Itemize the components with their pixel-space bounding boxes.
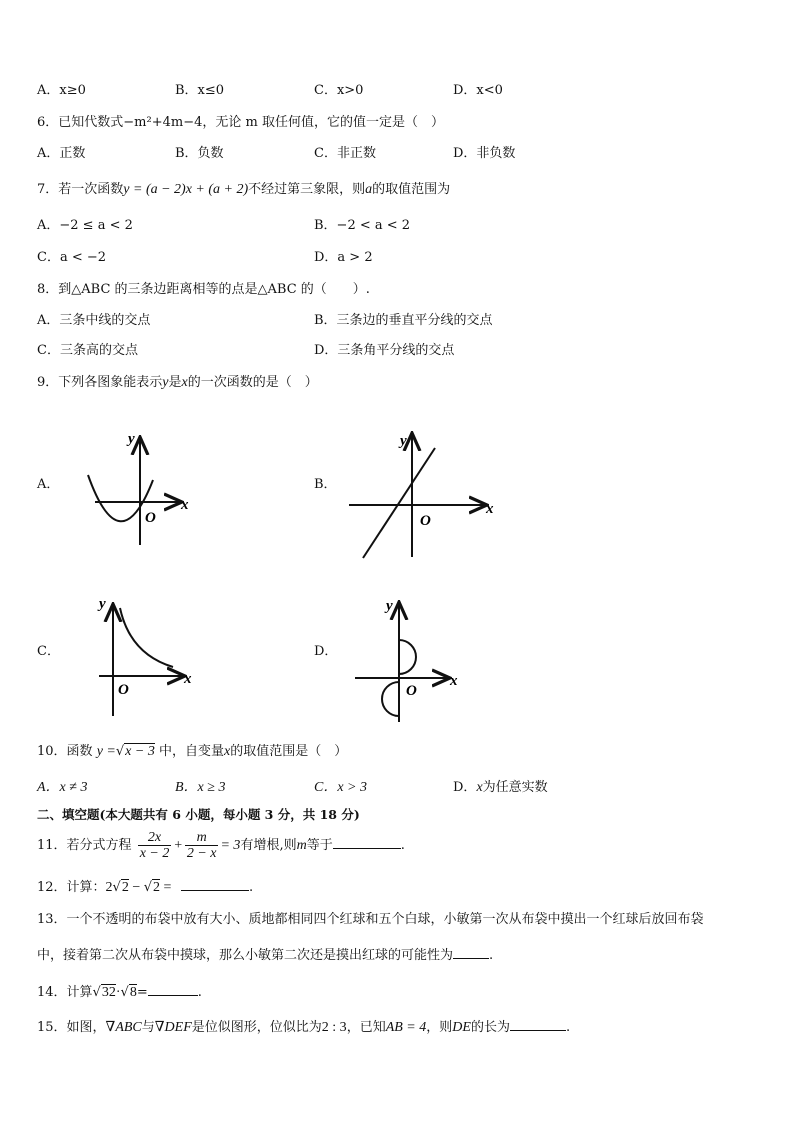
q11-fraction-1 [138, 830, 172, 861]
q13-line-2-text: 中，接着第二次从布袋中摸球，那么小敏第二次还是摸出红球的可能性为 [37, 948, 454, 963]
q9-graph-b [345, 425, 500, 565]
q11-equals: = 3 [220, 838, 241, 853]
q6-stem: 6．已知代数式−m²+4m−4，无论 m 取任何值，它的值一定是（ ） [37, 115, 444, 130]
q14-end: . [197, 985, 202, 1000]
q14-equals: = [136, 985, 148, 1000]
q15-answer-blank[interactable] [510, 1018, 566, 1031]
q9-d-x-label: x [450, 673, 458, 689]
q6-option-d: D．非负数 [453, 146, 516, 161]
q7-option-a: A．−2 ≤ a < 2 [37, 218, 133, 233]
q5-option-d: D．x<0 [453, 83, 503, 98]
q14-radicand-a: 32 [101, 985, 116, 1000]
q12-pre: 12．计算： [37, 880, 106, 895]
q12-stem: 12．计算：2√2 − √2 = . [37, 880, 254, 895]
q15-triangle-1: ∇ABC [105, 1020, 142, 1035]
q10-option-a: A．x ≠ 3 [37, 780, 88, 795]
q8-option-c: C．三条高的交点 [37, 343, 138, 358]
q7-option-d: D．a > 2 [314, 250, 373, 265]
q15-mid-3: ，已知 [346, 1020, 386, 1035]
q10-formula-radicand: x − 3 [125, 744, 155, 759]
q15-mid-1: 与 [141, 1020, 155, 1035]
q11-end: . [400, 838, 405, 853]
q9-stem-post: 的一次函数的是（ ） [187, 375, 318, 390]
q9-c-origin: O [118, 682, 129, 698]
q7-stem-mid: 不经过第三象限，则 [248, 182, 366, 197]
q15-target: DE [452, 1020, 471, 1035]
q9-b-line [363, 448, 435, 558]
q9-var-x: x [181, 375, 188, 390]
q10-option-b: B．x ≥ 3 [175, 780, 226, 795]
q11-f1-numerator: 2x [138, 830, 172, 846]
q11-plus: + [173, 838, 183, 853]
q7-stem-post: 的取值范围为 [372, 182, 451, 197]
q7-option-c: C．a < −2 [37, 250, 107, 265]
q9-a-parabola [88, 475, 153, 521]
q9-graph-a [80, 425, 200, 550]
q9-stem-mid: 是 [168, 375, 182, 390]
q14-stem: 14．计算√32·√8= . [37, 985, 202, 1000]
q9-d-lower-semicircle [382, 682, 399, 716]
q9-c-y-label: y [99, 596, 106, 612]
q7-stem [37, 181, 450, 199]
q10-stem-mid: 中，自变量 [158, 744, 224, 759]
q10-option-d-text: 为任意实数 [482, 780, 548, 795]
q9-stem-pre: 9．下列各图象能表示 [37, 375, 163, 390]
q11-answer-blank[interactable] [333, 836, 401, 849]
q6-option-b: B．负数 [175, 146, 224, 161]
q11-f1-denominator: x − 2 [139, 846, 170, 861]
q9-d-y-label: y [386, 598, 393, 614]
q6-option-c: C．非正数 [314, 146, 376, 161]
q9-option-c-label: C． [37, 644, 60, 659]
q10-formula-lhs: y = [96, 744, 116, 759]
q12-radicand-a: 2 [121, 880, 129, 895]
q6-option-a: A．正数 [37, 146, 86, 161]
q15-pre: 15．如图， [37, 1020, 106, 1035]
q7-formula: y = (a − 2)x + (a + 2) [123, 182, 249, 197]
q10-option-d [453, 779, 548, 797]
q9-graph-c [95, 592, 205, 722]
q9-b-y-label: y [400, 433, 407, 449]
q10-stem-post: 的取值范围是（ ） [230, 744, 348, 759]
q8-option-d: D．三条角平分线的交点 [314, 343, 455, 358]
q9-b-origin: O [420, 513, 431, 529]
section-2-title: 二、填空题(本大题共有 6 小题，每小题 3 分，共 18 分) [37, 807, 360, 822]
q9-b-x-label: x [486, 501, 494, 517]
q15-triangle-2: ∇DEF [154, 1020, 192, 1035]
q11-fraction-2 [185, 830, 219, 861]
q14-dot: · [115, 985, 121, 1000]
q14-answer-blank[interactable] [148, 983, 198, 996]
q8-stem: 8．到△ABC 的三条边距离相等的点是△ABC 的（ ）. [37, 282, 370, 297]
q13-line-2 [37, 946, 493, 965]
q12-answer-blank[interactable] [181, 878, 249, 891]
q9-d-upper-semicircle [399, 640, 416, 674]
q11-f2-numerator: m [185, 830, 219, 846]
q11-mid: 有增根,则 [240, 838, 297, 853]
q15-end: . [565, 1020, 571, 1035]
q8-option-a: A．三条中线的交点 [37, 313, 151, 328]
q5-option-c: C．x>0 [314, 83, 364, 98]
q9-c-x-label: x [184, 671, 192, 687]
q12-coef: 2 [105, 880, 113, 895]
q11-stem [37, 830, 405, 862]
q9-option-b-label: B． [314, 477, 337, 492]
q11-var: m [296, 838, 307, 853]
q12-end: . [248, 880, 254, 895]
q14-radicand-b: 8 [129, 985, 137, 1000]
q15-post: 的长为 [470, 1020, 510, 1035]
q9-stem [37, 374, 318, 392]
q10-stem-pre: 10．函数 [37, 744, 93, 759]
q13-answer-blank[interactable] [453, 946, 489, 959]
q15-mid-4: ，则 [426, 1020, 453, 1035]
q5-option-b: B．x≤0 [175, 83, 225, 98]
q11-f2-denominator: 2 − x [186, 846, 217, 861]
q9-var-y: y [162, 375, 169, 390]
q10-option-d-var: x [476, 780, 483, 795]
q13-line-1: 13．一个不透明的布袋中放有大小、质地都相同四个红球和五个白球，小敏第一次从布袋中摸出一个红球后放回布袋 [37, 912, 704, 927]
q9-d-origin: O [406, 683, 417, 699]
q9-a-origin: O [145, 510, 156, 526]
q13-end: . [489, 948, 494, 963]
q14-pre: 14．计算 [37, 985, 93, 1000]
q5-option-a: A．x≥0 [37, 83, 86, 98]
q7-option-b: B．−2 < a < 2 [314, 218, 411, 233]
q15-mid-2: 是位似图形，位似比为 [191, 1020, 322, 1035]
q7-stem-pre: 7．若一次函数 [37, 182, 124, 197]
q10-var: x [223, 744, 231, 759]
q9-c-curve [120, 608, 173, 667]
q10-option-d-prefix: D． [453, 780, 477, 795]
q11-pre: 11．若分式方程 [37, 838, 132, 853]
q9-a-x-label: x [181, 497, 189, 513]
q10-option-c: C．x > 3 [314, 780, 367, 795]
q9-option-d-label: D． [314, 644, 338, 659]
q12-minus: − [128, 880, 144, 895]
q12-equals: = [160, 880, 175, 895]
q10-stem: 10．函数 y =√x − 3 中，自变量x的取值范围是（ ） [37, 744, 348, 759]
q9-option-a-label: A． [37, 477, 60, 492]
q8-option-b: B．三条边的垂直平分线的交点 [314, 313, 493, 328]
q11-post: 等于 [306, 838, 333, 853]
q12-radicand-b: 2 [153, 880, 161, 895]
q7-var: a [365, 182, 373, 197]
q15-stem [37, 1018, 570, 1037]
q9-a-y-label: y [128, 431, 135, 447]
q15-given: AB = 4 [385, 1020, 427, 1035]
q9-graph-d [350, 592, 475, 727]
q15-ratio: 2 : 3 [321, 1020, 347, 1035]
